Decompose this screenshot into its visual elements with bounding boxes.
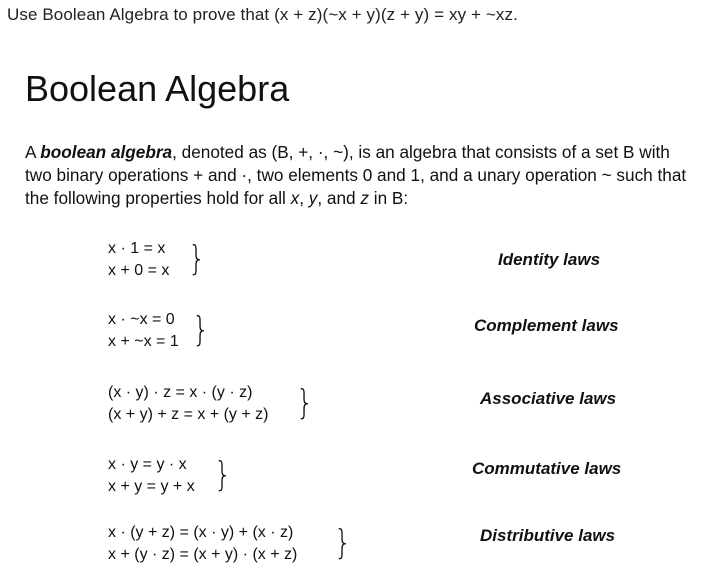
law-equations [108,309,179,353]
intro-sep2: , and [317,188,361,208]
page-title: Boolean Algebra [25,68,290,109]
law-equation-2: x + 0 = x [108,262,170,279]
law-equation-1: (x · y) · z = x · (y · z) [108,384,253,401]
question-text: Use Boolean Algebra to prove that (x + z)(~x + y)(z + y) = xy + ~xz. [7,5,518,24]
law-equations [108,382,268,426]
law-name: Associative laws [480,389,617,408]
brace-symbol: } [334,523,352,563]
law-equation-2: x + (y · z) = (x + y) · (x + z) [108,546,298,563]
law-name: Complement laws [474,316,619,335]
law-equation-2: x + ~x = 1 [108,333,179,350]
var-y: y [308,188,318,208]
intro-sep1: , [299,188,309,208]
intro-paragraph [25,141,697,210]
intro-post: in B: [368,188,409,208]
law-equation-2: (x + y) + z = x + (y + z) [108,406,269,423]
law-name: Distributive laws [480,526,616,545]
brace-symbol: } [192,310,210,350]
law-equation-1: x · (y + z) = (x · y) + (x · z) [108,524,294,541]
var-x: x [290,188,300,208]
intro-term: boolean algebra [40,142,173,162]
var-z: z [360,188,369,208]
intro-mid: , denoted as (B, +, ·, ~), is an algebra that consists of a set B with two binary operations + and ·, two elements 0 and 1, and a unary operation ~ such that the following properties hold for all [25,142,687,208]
law-equations [108,522,297,566]
law-equations [108,238,169,282]
brace-symbol: } [188,239,206,279]
law-equation-1: x · y = y · x [108,456,187,473]
law-name: Commutative laws [472,459,622,478]
brace-symbol: } [214,455,232,495]
law-name: Identity laws [498,250,601,269]
intro-pre: A [25,142,41,162]
law-equation-2: x + y = y + x [108,478,195,495]
law-equations [108,454,195,498]
law-equation-1: x · ~x = 0 [108,311,175,328]
law-equation-1: x · 1 = x [108,240,166,257]
brace-symbol: } [296,383,314,423]
